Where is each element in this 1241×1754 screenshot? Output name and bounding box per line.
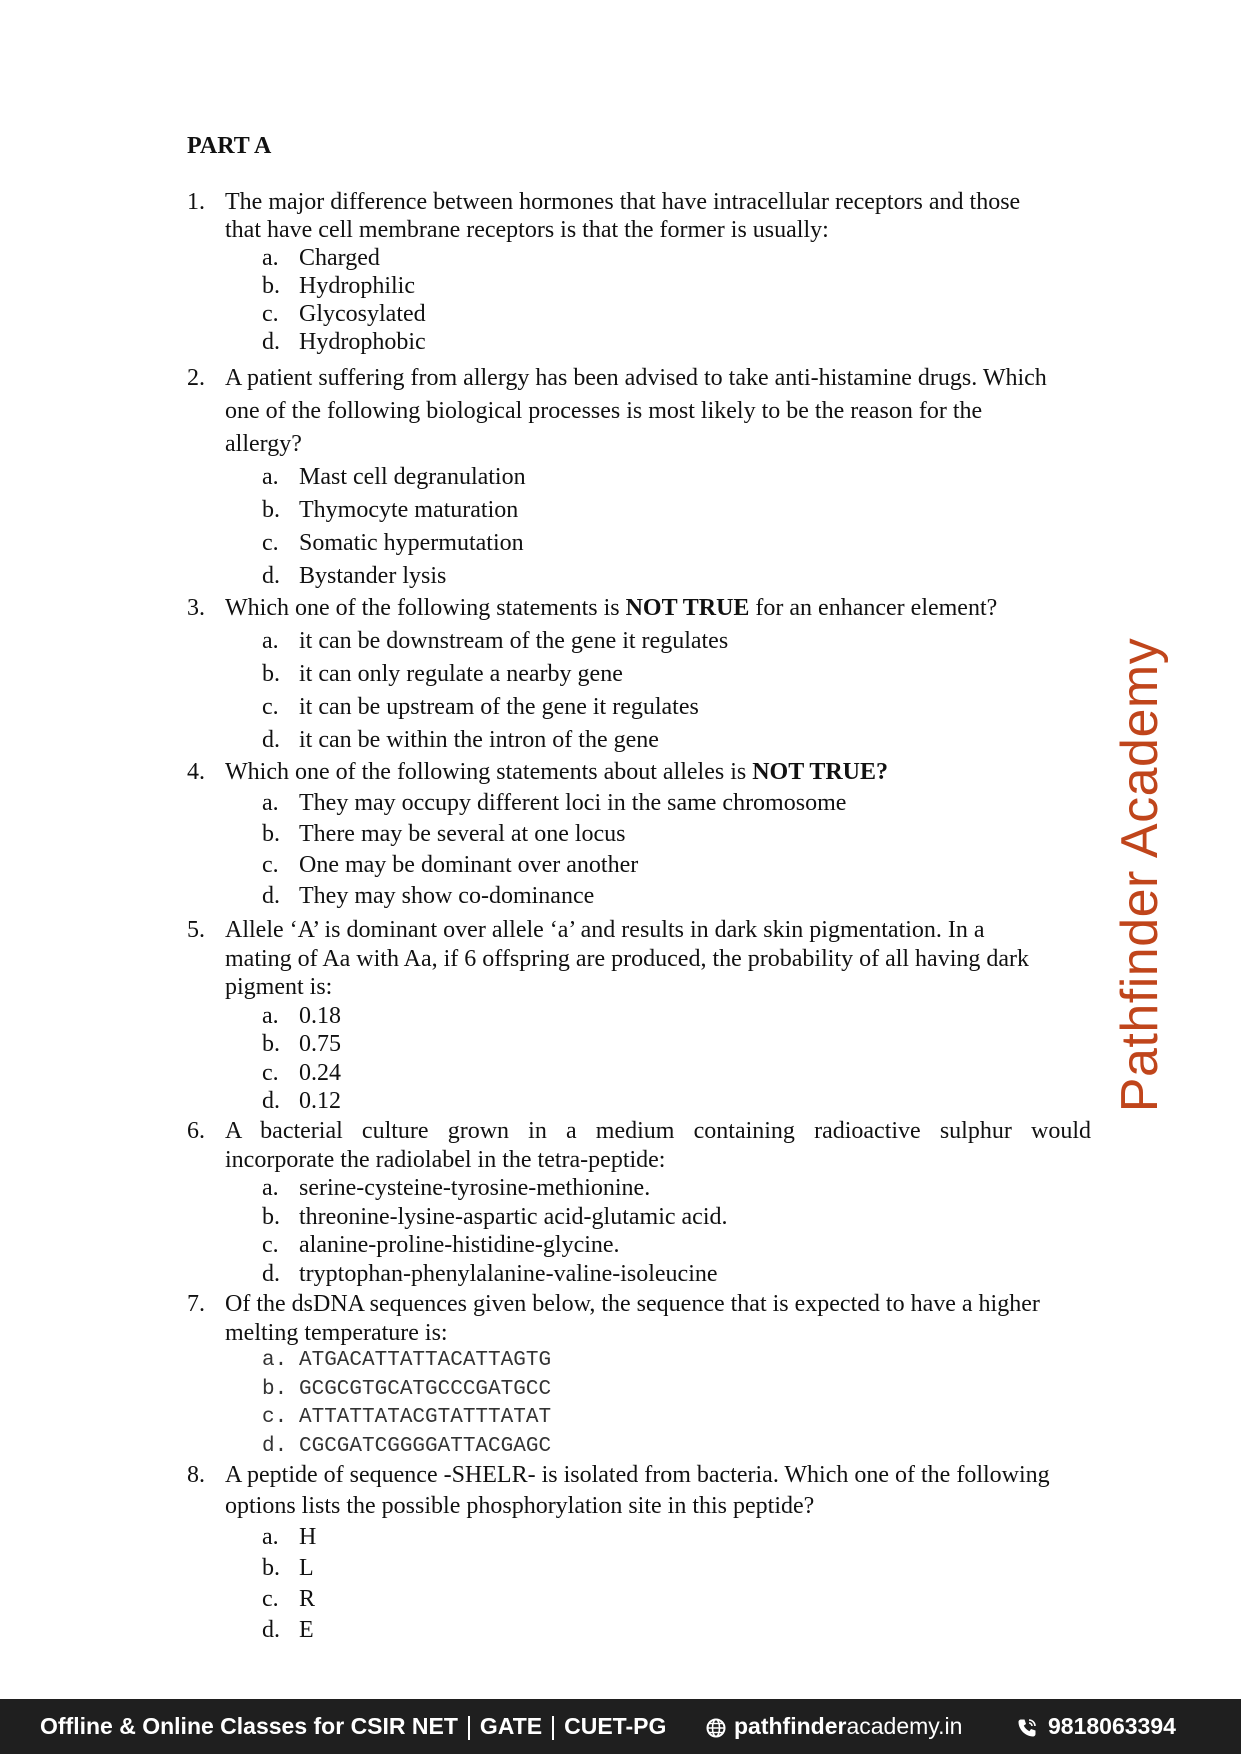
option-text: Mast cell degranulation — [299, 464, 526, 490]
option-letter: a. — [262, 1175, 279, 1201]
question-number: 3. — [187, 595, 205, 621]
question-text-line: Of the dsDNA sequences given below, the sequence that is expected to have a higher — [225, 1291, 1040, 1317]
option-letter: c. — [262, 694, 279, 720]
option-letter: d. — [262, 727, 280, 753]
option-text: alanine-proline-histidine-glycine. — [299, 1232, 620, 1258]
option-text: ATGACATTATTACATTAGTG — [299, 1349, 552, 1372]
option-text: R — [299, 1586, 316, 1612]
option-item — [187, 1347, 1091, 1376]
question-text-line: Which one of the following statements about alleles is NOT TRUE? — [225, 759, 889, 785]
option-letter: a. — [262, 1002, 279, 1029]
footer-classes-text: Offline & Online Classes for CSIR NET — [40, 1713, 458, 1739]
question-text-line: pigment is: — [225, 974, 333, 1000]
question-3 — [187, 592, 1091, 757]
option-text: Hydrophobic — [299, 329, 426, 355]
footer-separator — [468, 1716, 470, 1740]
option-item — [187, 1404, 1091, 1433]
question-number: 7. — [187, 1291, 205, 1317]
phone-icon — [1016, 1717, 1038, 1739]
option-letter: c. — [262, 1232, 279, 1258]
option-text: it can be downstream of the gene it regulates — [299, 628, 729, 654]
option-item — [187, 658, 1091, 691]
option-text: it can be upstream of the gene it regulates — [299, 694, 699, 720]
option-letter: d. — [262, 1434, 288, 1458]
option-text: it can be within the intron of the gene — [299, 727, 659, 753]
option-letter: d. — [262, 1088, 280, 1114]
option-item — [187, 1174, 1091, 1203]
option-letter: d. — [262, 1260, 280, 1287]
option-text: Bystander lysis — [299, 563, 447, 589]
option-text: They may occupy different loci in the same chromosome — [299, 790, 847, 816]
option-item — [187, 819, 1091, 850]
option-letter: b. — [262, 1203, 280, 1230]
option-item — [187, 1203, 1091, 1232]
option-text: Charged — [299, 245, 380, 271]
option-item — [187, 850, 1091, 881]
question-8 — [187, 1460, 1091, 1646]
option-item — [187, 272, 1091, 300]
option-letter: a. — [262, 464, 279, 490]
option-letter: b. — [262, 1031, 280, 1057]
option-letter: a. — [262, 1349, 288, 1372]
globe-icon — [706, 1718, 726, 1738]
option-letter: d. — [262, 1617, 280, 1643]
option-item — [187, 788, 1091, 819]
option-item — [187, 560, 1091, 593]
question-text-line: incorporate the radiolabel in the tetra-peptide: — [225, 1146, 666, 1173]
footer-bar — [0, 1699, 1241, 1754]
option-text: 0.75 — [299, 1031, 341, 1057]
website-rest: academy.in — [846, 1713, 963, 1739]
option-text: There may be several at one locus — [299, 821, 626, 847]
question-text-line: A bacterial culture grown in a medium containing radioactive sulphur would — [225, 1118, 1091, 1144]
option-text: H — [299, 1524, 317, 1550]
question-text-line: one of the following biological processes is most likely to be the reason for the — [225, 398, 983, 424]
option-text: Glycosylated — [299, 301, 426, 327]
option-text: Somatic hypermutation — [299, 530, 524, 556]
option-item — [187, 1433, 1091, 1462]
option-text: Thymocyte maturation — [299, 497, 519, 523]
option-text: One may be dominant over another — [299, 852, 639, 878]
option-item — [187, 494, 1091, 527]
question-5 — [187, 916, 1091, 1116]
option-letter: a. — [262, 1524, 279, 1550]
option-text: They may show co-dominance — [299, 883, 595, 909]
footer-website[interactable] — [706, 1699, 962, 1754]
question-2 — [187, 362, 1091, 593]
question-number: 4. — [187, 759, 205, 785]
option-item — [187, 244, 1091, 272]
phone-number: 9818063394 — [1048, 1713, 1176, 1739]
question-text-line: melting temperature is: — [225, 1319, 448, 1346]
footer-phone[interactable] — [1016, 1699, 1176, 1754]
option-letter: a. — [262, 628, 279, 654]
option-item — [187, 1522, 1091, 1553]
footer-cuet-text: CUET-PG — [564, 1713, 667, 1739]
option-text: 0.12 — [299, 1088, 341, 1114]
option-item — [187, 1059, 1091, 1088]
option-item — [187, 300, 1091, 328]
option-item — [187, 1002, 1091, 1031]
question-text-line: mating of Aa with Aa, if 6 offspring are produced, the probability of all having dark — [225, 945, 1030, 972]
option-item — [187, 527, 1091, 560]
option-text: threonine-lysine-aspartic acid-glutamic acid. — [299, 1203, 728, 1230]
question-text-line: Allele ‘A’ is dominant over allele ‘a’ and results in dark skin pigmentation. In a — [225, 917, 985, 943]
option-text: Hydrophilic — [299, 273, 415, 299]
option-item — [187, 724, 1091, 757]
question-text-line: The major difference between hormones that have intracellular receptors and those — [225, 189, 1021, 215]
option-item — [187, 1030, 1091, 1059]
option-letter: c. — [262, 852, 279, 878]
option-item — [187, 1260, 1091, 1289]
option-letter: d. — [262, 883, 280, 909]
question-text-line: allergy? — [225, 431, 302, 457]
question-7 — [187, 1290, 1091, 1461]
question-number: 8. — [187, 1462, 205, 1488]
option-text: tryptophan-phenylalanine-valine-isoleucine — [299, 1260, 718, 1287]
option-letter: b. — [262, 821, 280, 847]
option-text: serine-cysteine-tyrosine-methionine. — [299, 1175, 651, 1201]
question-text-line: A patient suffering from allergy has been advised to take anti-histamine drugs. Which — [225, 365, 1047, 391]
question-number: 6. — [187, 1118, 205, 1144]
option-item — [187, 625, 1091, 658]
option-letter: c. — [262, 1059, 279, 1086]
question-6 — [187, 1117, 1091, 1288]
option-text: it can only regulate a nearby gene — [299, 661, 623, 687]
option-item — [187, 691, 1091, 724]
option-letter: a. — [262, 790, 279, 816]
option-text: E — [299, 1617, 314, 1643]
option-item — [187, 1584, 1091, 1615]
option-item — [187, 1087, 1091, 1116]
footer-classes — [40, 1699, 666, 1754]
option-item — [187, 328, 1091, 356]
option-letter: c. — [262, 301, 279, 327]
question-number: 1. — [187, 189, 205, 215]
option-item — [187, 1231, 1091, 1260]
option-text: L — [299, 1555, 314, 1581]
option-letter: c. — [262, 1586, 279, 1612]
question-number: 5. — [187, 917, 205, 943]
option-letter: b. — [262, 1555, 280, 1581]
option-letter: c. — [262, 530, 279, 556]
option-letter: b. — [262, 497, 280, 523]
emphasis-not-true: NOT TRUE — [625, 595, 750, 621]
question-4 — [187, 757, 1091, 912]
option-letter: c. — [262, 1406, 288, 1429]
watermark-text: Pathfinder Academy — [1111, 637, 1169, 1113]
option-letter: b. — [262, 1377, 288, 1401]
footer-gate-text: GATE — [479, 1713, 543, 1739]
option-letter: a. — [262, 245, 279, 271]
option-item — [187, 461, 1091, 494]
option-text: GCGCGTGCATGCCCGATGCC — [299, 1377, 552, 1401]
option-item — [187, 881, 1091, 912]
option-letter: b. — [262, 273, 280, 299]
question-1 — [187, 188, 1091, 356]
part-title: PART A — [187, 133, 272, 159]
question-text-line: options lists the possible phosphorylation site in this peptide? — [225, 1493, 815, 1519]
option-text: 0.18 — [299, 1002, 341, 1029]
emphasis-not-true: NOT TRUE? — [752, 759, 889, 785]
question-number: 2. — [187, 365, 205, 391]
question-text-line: Which one of the following statements is NOT TRUE for an enhancer element? — [225, 595, 998, 621]
option-letter: b. — [262, 661, 280, 687]
option-letter: d. — [262, 329, 280, 355]
website-bold: pathfinder — [734, 1713, 847, 1739]
footer-separator — [552, 1716, 554, 1740]
option-text: CGCGATCGGGGATTACGAGC — [299, 1434, 552, 1458]
option-item — [187, 1615, 1091, 1646]
question-text-line: A peptide of sequence -SHELR- is isolated from bacteria. Which one of the following — [225, 1462, 1050, 1488]
option-text: ATTATTATACGTATTTATAT — [299, 1406, 552, 1429]
question-text-line: that have cell membrane receptors is that the former is usually: — [225, 217, 829, 243]
option-item — [187, 1376, 1091, 1405]
option-text: 0.24 — [299, 1059, 341, 1086]
option-letter: d. — [262, 563, 280, 589]
option-item — [187, 1553, 1091, 1584]
